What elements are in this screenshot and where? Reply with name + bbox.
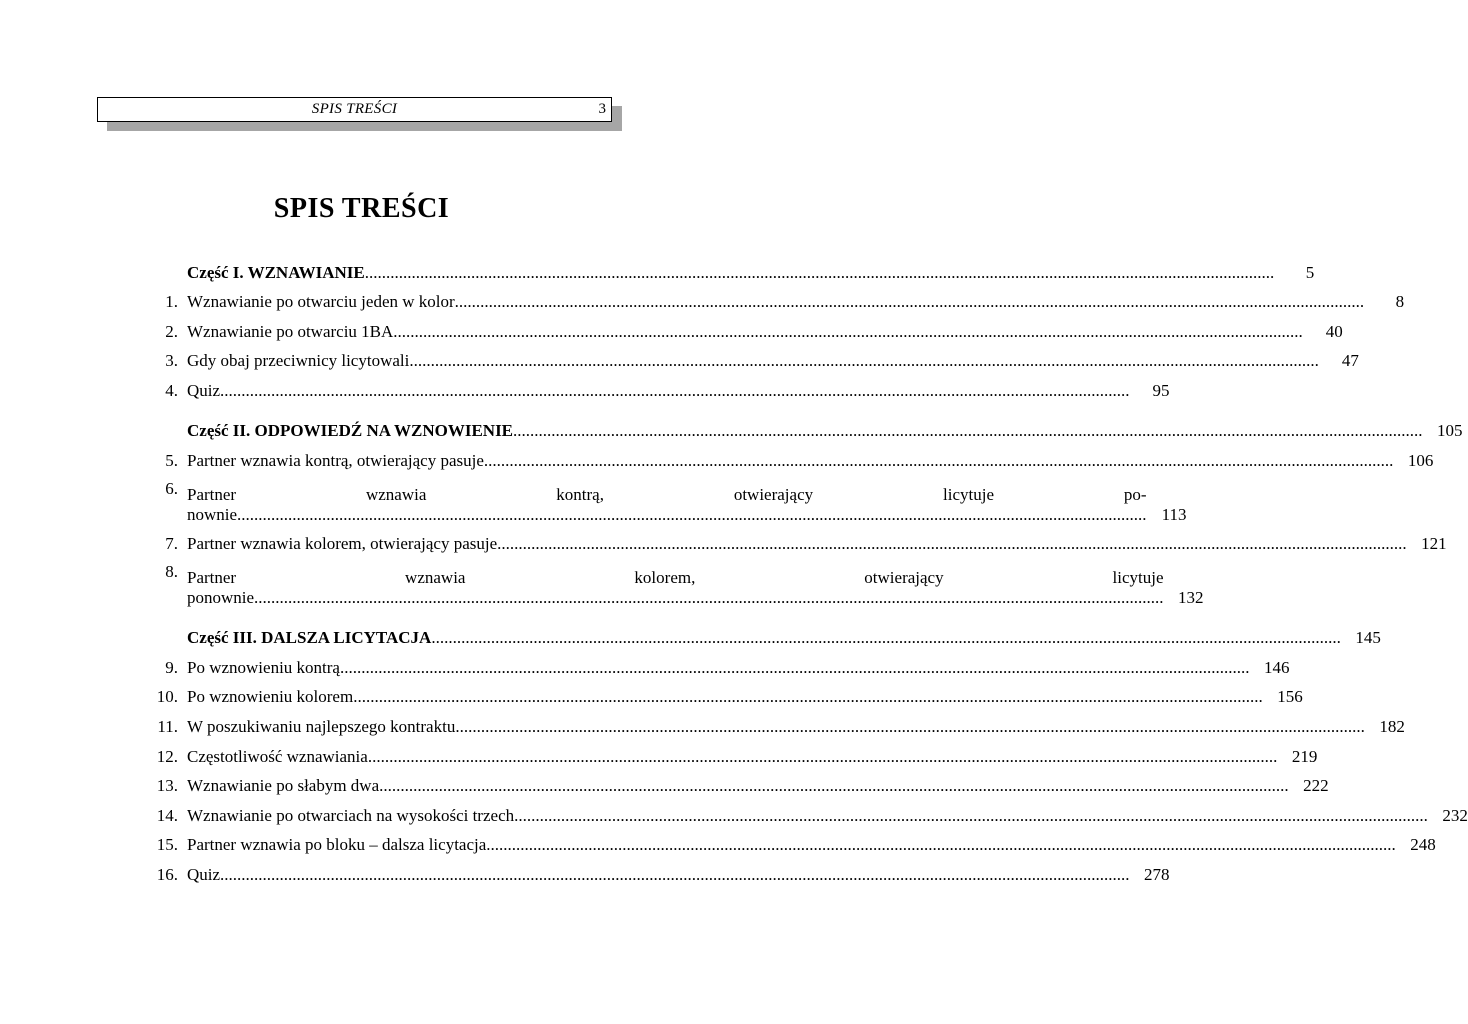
toc-entry-page-number: 5 [1305, 262, 1315, 282]
toc-entry-number: 7. [165, 534, 178, 554]
dot-leader [368, 747, 1278, 767]
toc-entry-title-text: Wznawianie po słabym dwa [187, 776, 380, 796]
dot-leader [237, 505, 1147, 525]
toc-chapter-entry[interactable] [140, 707, 1405, 737]
toc-chapter-entry[interactable] [140, 826, 1436, 856]
toc-part-entry[interactable] [140, 401, 1463, 441]
toc-entry-title-line-2 [187, 505, 1147, 525]
toc-entry-number: 11. [157, 716, 178, 736]
dot-leader [220, 381, 1130, 401]
toc-entry-page-number: 95 [1152, 380, 1170, 400]
toc-entry-number: 4. [165, 380, 178, 400]
dot-leader [431, 628, 1341, 648]
toc-entry-page-number: 219 [1291, 746, 1318, 766]
toc-entry-page-number: 182 [1379, 716, 1405, 736]
toc-entry-title [187, 835, 1396, 855]
toc-chapter-entry[interactable] [140, 441, 1434, 471]
toc-entry-number: 5. [165, 450, 178, 470]
toc-entry-title [187, 568, 1164, 608]
toc-entry-page-number: 106 [1407, 450, 1434, 470]
dot-leader [353, 687, 1263, 707]
dot-leader [455, 717, 1365, 737]
toc-entry-title [187, 776, 1289, 796]
dot-leader [220, 865, 1130, 885]
toc-entry-title [187, 534, 1407, 554]
dot-leader [254, 588, 1164, 608]
toc-entry-title [187, 351, 1319, 371]
toc-entry-page-number: 105 [1437, 420, 1463, 440]
toc-chapter-entry[interactable] [140, 554, 1204, 608]
toc-entry-page-number: 8 [1395, 292, 1405, 312]
dot-leader [484, 451, 1394, 471]
toc-entry-number: 9. [165, 657, 178, 677]
table-of-contents [140, 253, 1468, 885]
toc-entry-page-number: 40 [1325, 321, 1343, 341]
toc-entry-title [187, 806, 1428, 826]
running-header-page-number: 3 [598, 101, 606, 117]
toc-entry-title-text: W poszukiwaniu najlepszego kontraktu [187, 716, 456, 736]
toc-entry-title-text: Wznawianie po otwarciu jeden w kolor [187, 292, 455, 312]
toc-entry-title-text: Część I. WZNAWIANIE [187, 262, 365, 282]
toc-entry-title-continuation: nownie [187, 504, 238, 524]
toc-entry-title-text: Quiz [187, 380, 221, 400]
toc-entry-title-text: Partner wznawia kolorem, otwierający pasuje [187, 534, 498, 554]
toc-entry-title [187, 687, 1263, 707]
toc-entry-title-text: Po wznowieniu kontrą [187, 657, 340, 677]
dot-leader [379, 776, 1289, 796]
toc-chapter-entry[interactable] [140, 342, 1359, 372]
toc-entry-page-number: 132 [1178, 588, 1204, 608]
toc-entry-title-text: Gdy obaj przeciwnicy licytowali [187, 351, 410, 371]
dot-leader [409, 351, 1319, 371]
toc-entry-title [187, 322, 1303, 342]
toc-chapter-entry[interactable] [140, 283, 1405, 313]
toc-entry-title [187, 628, 1341, 648]
toc-entry-number: 2. [165, 321, 178, 341]
toc-chapter-entry[interactable] [140, 525, 1447, 555]
toc-entry-title [187, 451, 1393, 471]
dot-leader [393, 322, 1303, 342]
toc-chapter-entry[interactable] [140, 648, 1290, 678]
toc-entry-title [187, 421, 1423, 441]
dot-leader [497, 534, 1407, 554]
toc-entry-title-line-1: Partner wznawia kontrą, otwierający licytuje po- [187, 484, 1147, 504]
toc-entry-page-number: 232 [1442, 805, 1468, 825]
toc-entry-title-line-2 [187, 588, 1164, 608]
toc-entry-title-text: Wznawianie po otwarciach na wysokości trzech. [187, 805, 519, 825]
toc-entry-title-text: Wznawianie po otwarciu 1BA [187, 321, 394, 341]
toc-entry-page-number: 222 [1303, 776, 1329, 796]
toc-chapter-entry[interactable] [140, 471, 1187, 525]
toc-entry-number: 12. [156, 746, 178, 766]
toc-entry-number: 3. [165, 351, 178, 371]
toc-chapter-entry[interactable] [140, 371, 1170, 401]
toc-chapter-entry[interactable] [140, 796, 1468, 826]
dot-leader [365, 263, 1275, 283]
toc-entry-number: 16. [156, 864, 178, 884]
toc-chapter-entry[interactable] [140, 312, 1343, 342]
toc-entry-title [187, 658, 1249, 678]
toc-entry-number: 14. [156, 805, 178, 825]
toc-entry-title [187, 263, 1274, 283]
toc-part-entry[interactable] [140, 253, 1315, 283]
toc-entry-title [187, 485, 1147, 525]
dot-leader [518, 806, 1428, 826]
toc-entry-number: 1. [165, 292, 178, 312]
toc-entry-title [187, 381, 1130, 401]
toc-entry-page-number: 146 [1263, 657, 1290, 677]
toc-entry-page-number: 47 [1341, 351, 1359, 371]
toc-entry-title-line-1: Partner wznawia kolorem, otwierający licytuje [187, 568, 1164, 588]
page-title: SPIS TREŚCI [273, 193, 450, 224]
toc-entry-title-text: Partner wznawia po bloku – dalsza licytacja [187, 835, 487, 855]
toc-chapter-entry[interactable] [140, 678, 1303, 708]
toc-entry-title [187, 747, 1277, 767]
toc-entry-page-number: 121 [1421, 534, 1447, 554]
toc-chapter-entry[interactable] [140, 737, 1318, 767]
toc-entry-title-text: Częstotliwość wznawiania [187, 746, 368, 766]
toc-entry-page-number: 145 [1355, 628, 1381, 648]
dot-leader [455, 292, 1365, 312]
toc-part-entry[interactable] [140, 608, 1381, 648]
dot-leader [513, 421, 1423, 441]
running-header [97, 97, 612, 122]
toc-entry-page-number: 248 [1410, 835, 1436, 855]
toc-entry-title [187, 292, 1364, 312]
toc-chapter-entry[interactable] [140, 767, 1329, 797]
toc-entry-number: 15. [156, 835, 178, 855]
toc-entry-title-continuation: ponownie [187, 588, 255, 608]
toc-entry-number: 10. [156, 687, 178, 707]
dot-leader [486, 835, 1396, 855]
running-header-title: SPIS TREŚCI [311, 101, 398, 117]
toc-entry-number: 13. [156, 776, 178, 796]
toc-entry-number: 8. [165, 562, 178, 582]
toc-entry-title-text: Po wznowieniu kolorem [187, 687, 354, 707]
toc-entry-title [187, 865, 1130, 885]
toc-entry-title-text: Quiz [187, 864, 221, 884]
toc-entry-page-number: 113 [1161, 504, 1187, 524]
toc-entry-page-number: 156 [1277, 687, 1303, 707]
dot-leader [340, 658, 1250, 678]
toc-entry-title-text: Część III. DALSZA LICYTACJA [187, 628, 432, 648]
toc-entry-title-text: Część II. ODPOWIEDŹ NA WZNOWIENIE [187, 420, 514, 440]
toc-entry-title [187, 717, 1365, 737]
toc-entry-page-number: 278 [1144, 864, 1170, 884]
toc-entry-title-text: Partner wznawia kontrą, otwierający pasuje [187, 450, 484, 470]
toc-chapter-entry[interactable] [140, 855, 1170, 885]
toc-entry-number: 6. [165, 478, 178, 498]
